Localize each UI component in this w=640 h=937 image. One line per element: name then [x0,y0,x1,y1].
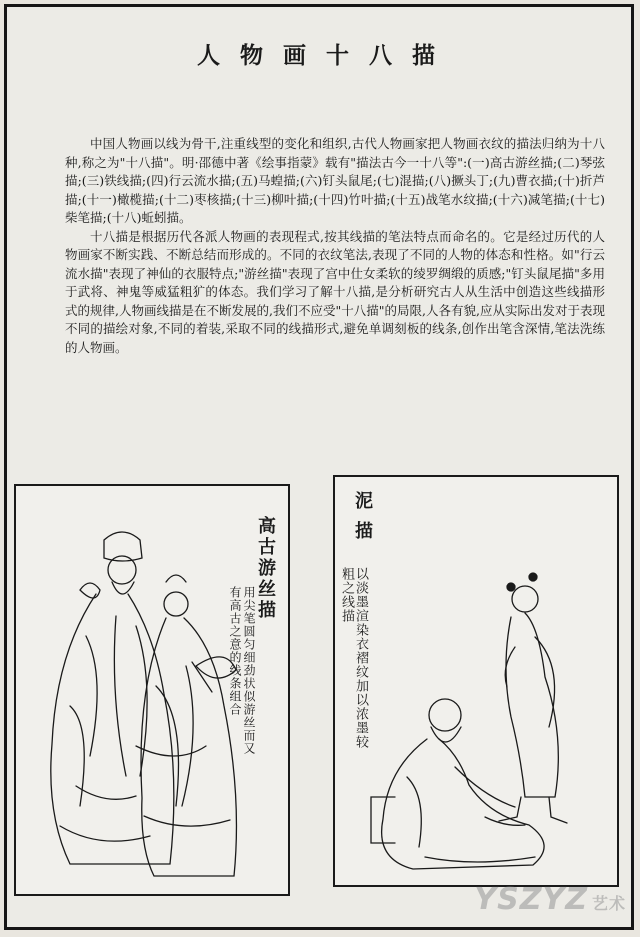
watermark-latin: YSZYZ [474,882,588,917]
illustration-right-note: 以淡墨渲染衣褶纹加以浓墨较粗之线描 [339,567,368,749]
illustration-right-title: 泥 描 [352,491,373,543]
illustration-left-note: 用尖笔圆匀细劲状似游丝而又有高古之意的线条组合 [228,586,256,755]
article-body [65,135,605,357]
paragraph-2: 十八描是根据历代各派人物画的表现程式,按其线描的笔法特点而命名的。它是经过历代的人物画家不断实践、不断总结而形成的。不同的衣纹笔法,表现了不同的人物的体态和性格。如"行云流水描"表现了神仙的衣服特点;"游丝描"表现了宫中仕女柔软的绫罗绸缎的质感;"钉头鼠尾描"多用于武将、神鬼等威猛粗犷的体态。我们学习了解十八描,是分析研究古人从生活中创造这些线描形式的规律,人物画线描是在不断发展的,我们不应受"十八描"的局限,人各有貌,应从实际出发对于表现不同的描绘对象,不同的着装,采取不同的线描形式,避免单调刻板的线条,创作出笔含深情,笔法洗练的人物画。 [65,228,605,355]
page-title: 人 物 画 十 八 描 [196,42,442,69]
figure-sketch-scholar-and-lady [16,486,290,896]
figure-sketch-seated-man-and-boy [335,477,619,887]
paragraph-1: 中国人物画以线为骨干,注重线型的变化和组织,古代人物画家把人物画衣纹的描法归纳为十八种,称之为"十八描"。明·邵德中著《绘事指蒙》载有"描法古今一十八等":(一)高古游丝描;(二)琴弦描;(三)铁线描;(四)行云流水描;(五)马蝗描;(六)钉头鼠尾;(七)混描;(八)撅头丁;(九)曹衣描;(十)折芦描;(十一)橄榄描;(十二)枣核描;(十三)柳叶描;(十四)竹叶描;(十五)战笔水纹描;(十六)减笔描;(十七)柴笔描;(十八)蚯蚓描。 [65,136,605,225]
watermark-cn: 艺术 [591,894,626,913]
illustration-right-frame [333,475,619,887]
illustration-left-title: 高古游丝描 [255,516,276,621]
site-watermark [474,882,626,917]
illustration-left-frame [14,484,290,896]
